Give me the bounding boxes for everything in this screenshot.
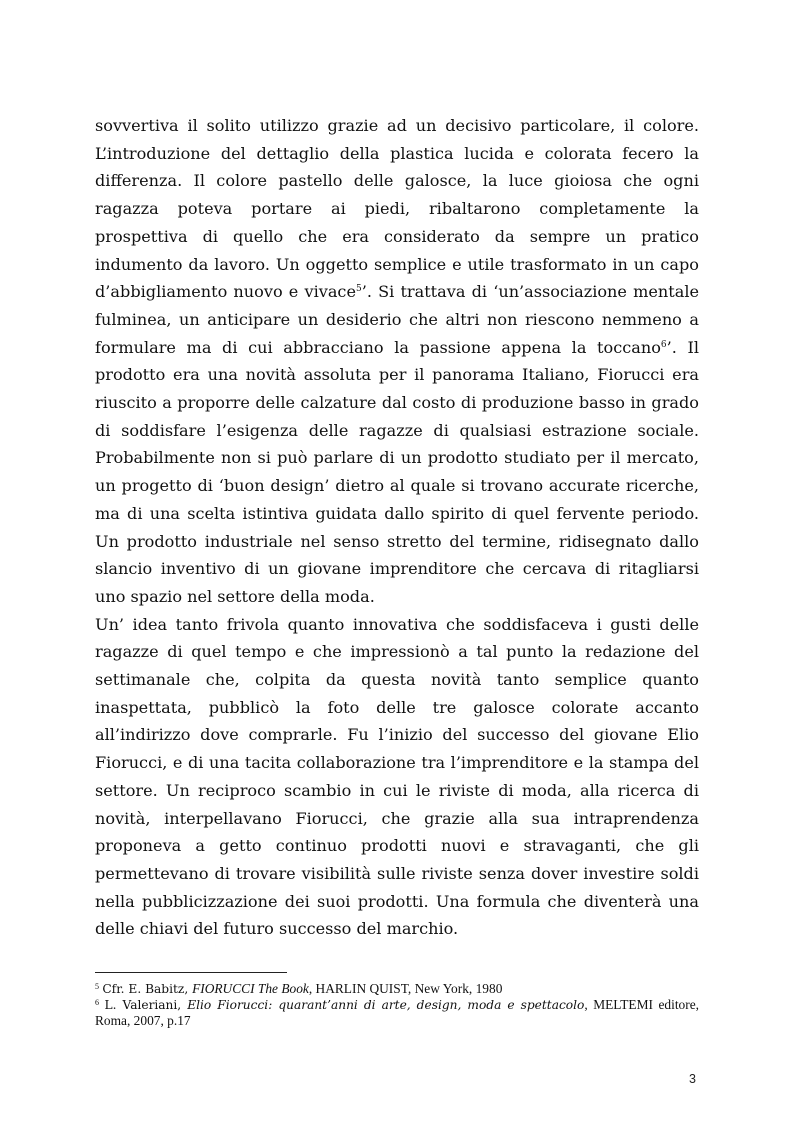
footnote-ref-5[interactable]: 5 xyxy=(355,284,362,295)
footnote-ref-6[interactable]: 6 xyxy=(660,339,667,350)
paragraph-1-part-2: ’. Si trattava di ‘un’associazione mentale fulminea, un anticipare un desiderio che altri non riescono nemmeno a formulare ma di cui abbracciano la passione appena la toccano xyxy=(95,282,699,357)
footnote-author: Cfr. E. Babitz, xyxy=(102,982,193,996)
footnote-author: L. Valeriani, xyxy=(104,998,188,1012)
footnote-number: 5 xyxy=(95,982,99,991)
footnote-5 xyxy=(95,981,699,997)
footnote-publisher: , HARLIN QUIST, New York, 1980 xyxy=(308,981,503,996)
footnote-title: FIORUCCI The Book xyxy=(192,981,309,996)
footnote-separator xyxy=(95,972,287,973)
footnote-number: 6 xyxy=(95,998,99,1007)
paragraph-1 xyxy=(95,112,699,611)
paragraph-2: Un’ idea tanto frivola quanto innovativa che soddisfaceva i gusti delle ragazze di quel tempo e che impressionò a tal punto la redazione del settimanale che, colpita da questa novità tanto semplice quanto inaspettata, pubblicò la foto delle tre galosce colorate accanto all’indirizzo dove comprarle. Fu l’inizio del successo del giovane Elio Fiorucci, e di una tacita collaborazione tra l’imprenditore e la stampa del settore. Un reciproco scambio in cui le riviste di moda, alla ricerca di novità, interpellavano Fiorucci, che grazie alla sua intraprendenza proponeva a getto continuo prodotti nuovi e stravaganti, che gli permettevano di trovare visibilità sulle riviste senza dover investire soldi nella pubblicizzazione dei suoi prodotti. Una formula che diventerà una delle chiavi del futuro successo del marchio. xyxy=(95,614,699,939)
paragraph-1-part-3: ’. Il prodotto era una novità assoluta per il panorama Italiano, Fiorucci era riuscito a proporre delle calzature dal costo di produzione basso in grado di soddisfare l’esigenza delle ragazze di qualsiasi estrazione sociale. Probabilmente non si può parlare di un prodotto studiato per il mercato, un progetto di ‘buon design’ dietro al quale si trovano accurate ricerche, ma di una scelta istintiva guidata dallo spirito di quel fervente periodo. Un prodotto industriale nel senso stretto del termine, ridisegnato dallo slancio inventivo di un giovane imprenditore che cercava di ritagliarsi uno spazio nel settore della moda. xyxy=(95,337,699,606)
footnote-publisher: , MELTEMI editore, Roma, 2007, p.17 xyxy=(95,997,699,1028)
page-number: 3 xyxy=(689,1072,696,1086)
footnotes xyxy=(95,981,699,1029)
body-text xyxy=(95,112,699,943)
paragraph-1-part-1: sovvertiva il solito utilizzo grazie ad un decisivo particolare, il colore. L’introduzione del dettaglio della plastica lucida e colorata fecero la differenza. Il colore pastello delle galosce, la luce gioiosa che ogni ragazza poteva portare ai piedi, ribaltarono completamente la prospettiva di quello che era considerato da sempre un pratico indumento da lavoro. Un oggetto semplice e utile trasformato in un capo d’abbigliamento nuovo e vivace xyxy=(95,116,699,302)
footnote-6 xyxy=(95,997,699,1029)
footnote-title: Elio Fiorucci: quarant’anni di arte, design, moda e spettacolo xyxy=(187,998,585,1012)
